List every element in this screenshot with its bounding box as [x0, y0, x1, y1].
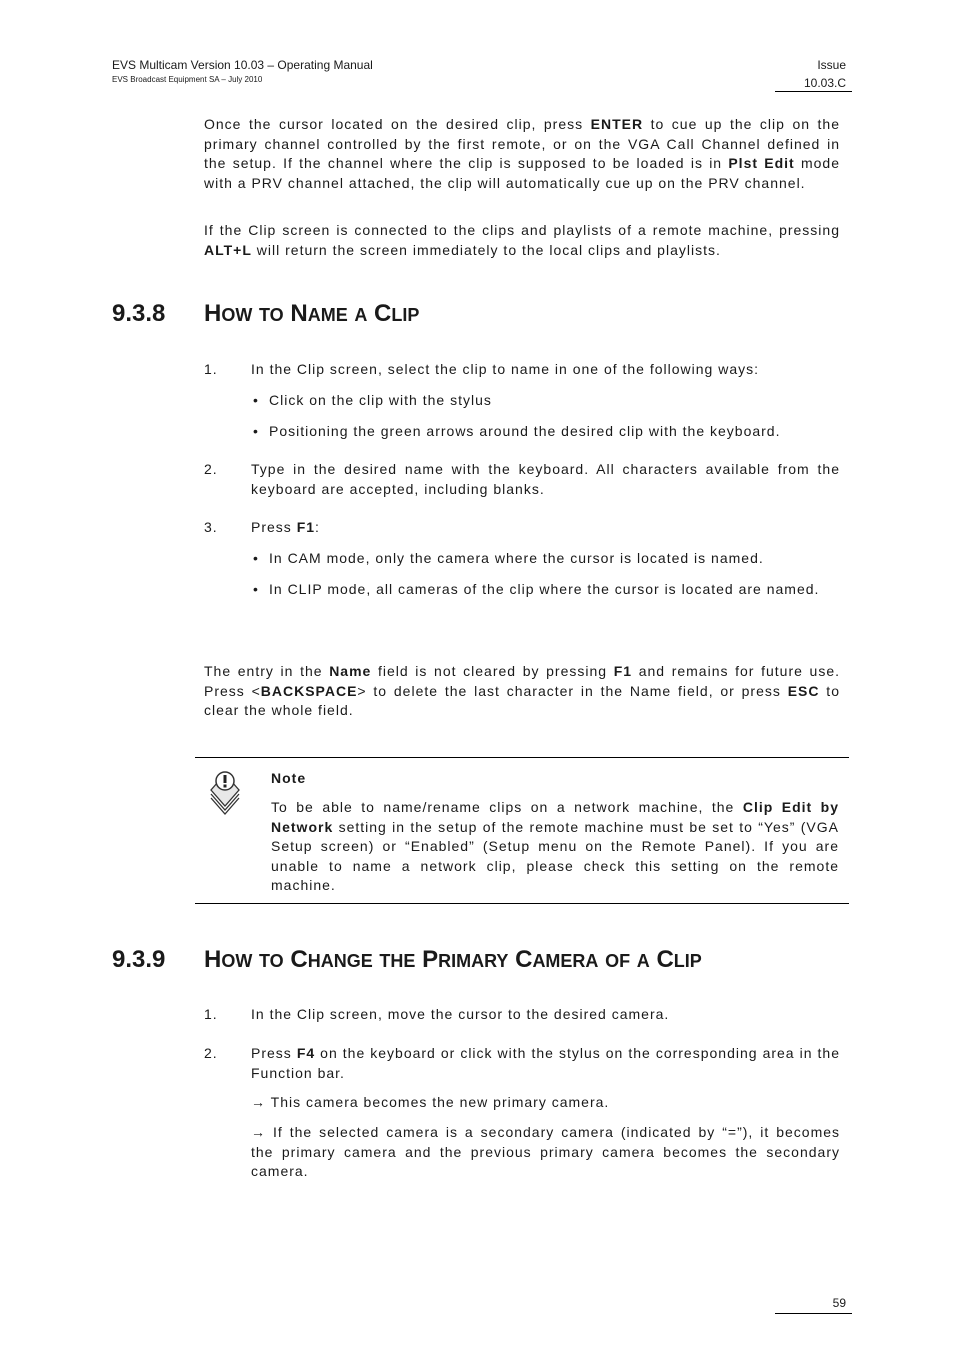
bullet-text: Click on the clip with the stylus — [269, 392, 492, 408]
issue-label: Issue — [817, 58, 846, 72]
issue-value: 10.03.C — [803, 76, 846, 90]
step-number: 1. — [204, 1006, 218, 1022]
section-title-938: HOW TO NAME A CLIP — [204, 300, 420, 327]
note-title: Note — [271, 770, 307, 786]
intro-paragraph-1: Once the cursor located on the desired clip, press ENTER to cue up the clip on the primary channel controlled by the first remote, or on the VGA Call Channel defined in the setup. If the channel where the clip is supposed to be loaded is in Plst Edit mode with a PRV channel attached, the clip will automatically cue up on the PRV channel. — [204, 116, 840, 191]
step-number: 1. — [204, 361, 218, 377]
bullet-icon: • — [253, 423, 259, 439]
step-text: Press F1: — [251, 519, 320, 535]
step-number: 2. — [204, 1045, 218, 1061]
bullet-text: In CAM mode, only the camera where the cursor is located is named. — [269, 550, 764, 566]
step-text: Press F4 on the keyboard or click with the stylus on the corresponding area in the Function bar. — [251, 1045, 840, 1081]
step-number: 3. — [204, 519, 218, 535]
result-line-2: → If the selected camera is a secondary camera (indicated by “=”), it becomes the primary camera and the previous primary camera becomes the secondary camera. — [251, 1124, 841, 1179]
bullet-icon: • — [253, 392, 259, 408]
section-number-938: 9.3.8 — [112, 300, 166, 327]
step-number: 2. — [204, 461, 218, 477]
note-top-rule — [195, 757, 849, 758]
note-text: To be able to name/rename clips on a network machine, the Clip Edit by Network setting in the setup of the remote machine must be set to “Yes” (VGA Setup screen) or “Enabled” (Setup menu on the Remote Panel). If you are unable to name a network clip, please check this setting on the remote machine. — [271, 799, 840, 893]
page-number: 59 — [832, 1296, 846, 1310]
bullet-icon: • — [253, 581, 259, 597]
header-subtitle: EVS Broadcast Equipment SA – July 2010 — [112, 75, 263, 84]
step-text: In the Clip screen, move the cursor to the desired camera. — [251, 1006, 670, 1022]
header-rule — [775, 91, 852, 92]
note-warning-icon — [205, 768, 245, 816]
result-line-1: → This camera becomes the new primary camera. — [251, 1094, 610, 1110]
footer-rule — [775, 1313, 852, 1314]
entry-paragraph: The entry in the Name field is not cleared by pressing F1 and remains for future use. Press <BACKSPACE> to delete the last character in the Name field, or press ESC to clear the whole field. — [204, 663, 841, 718]
intro-paragraph-2: If the Clip screen is connected to the clips and playlists of a remote machine, pressing ALT+L will return the screen immediately to the local clips and playlists. — [204, 222, 840, 258]
arrow-right-icon: → — [251, 1124, 266, 1140]
header-title: EVS Multicam Version 10.03 – Operating Manual — [112, 58, 373, 72]
bullet-text: Positioning the green arrows around the desired clip with the keyboard. — [269, 423, 781, 439]
step-text: In the Clip screen, select the clip to name in one of the following ways: — [251, 361, 760, 377]
arrow-right-icon: → — [251, 1094, 266, 1110]
section-title-939: HOW TO CHANGE THE PRIMARY CAMERA OF A CLIP — [204, 946, 702, 973]
step-text: Type in the desired name with the keyboard. All characters available from the keyboard are accepted, including blanks. — [251, 461, 840, 497]
section-number-939: 9.3.9 — [112, 946, 166, 973]
note-bottom-rule — [195, 903, 849, 904]
bullet-text: In CLIP mode, all cameras of the clip where the cursor is located are named. — [269, 581, 820, 597]
bullet-icon: • — [253, 550, 259, 566]
